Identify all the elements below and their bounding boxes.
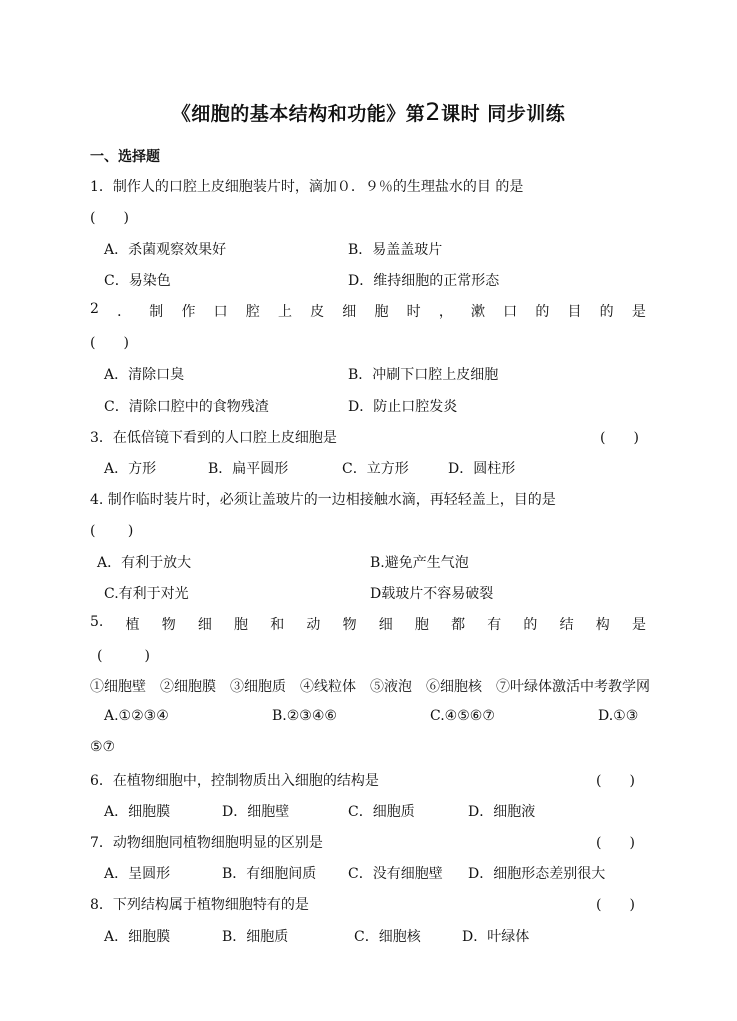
question-2-option-a: A．清除口臭 — [104, 367, 185, 383]
question-2-option-c: C．清除口腔中的食物残渣 — [104, 399, 269, 415]
question-2-text: 2 ． 制 作 口 腔 上 皮 细 胞 时 ， 漱 口 的 目 的 是 — [90, 301, 646, 320]
page-title: 《细胞的基本结构和功能》第2课时 同步训练 — [171, 98, 566, 126]
question-4-option-c: C.有利于对光 — [104, 586, 189, 602]
question-8-option-a: A．细胞膜 — [104, 929, 171, 945]
question-1-option-b: B．易盖盖玻片 — [348, 242, 443, 258]
question-3-text: 3．在低倍镜下看到的人口腔上皮细胞是 — [90, 430, 337, 446]
question-6-text: 6．在植物细胞中，控制物质出入细胞的结构是 — [90, 773, 379, 789]
question-7-text: 7．动物细胞同植物细胞明显的区别是 — [90, 835, 323, 851]
question-8-answer-paren: ( ) — [596, 897, 635, 913]
question-5-option-d-continued: ⑤⑦ — [90, 739, 116, 755]
question-8-option-c: C．细胞核 — [354, 929, 421, 945]
question-2-option-b: B．冲刷下口腔上皮细胞 — [348, 367, 499, 383]
question-4-option-b: B.避免产生气泡 — [370, 555, 469, 571]
question-1-text: 1．制作人的口腔上皮细胞装片时，滴加０．９％的生理盐水的目 的是 — [90, 179, 524, 195]
question-4-text: 4. 制作临时装片时，必须让盖玻片的一边相接触水滴，再轻轻盖上，目的是 — [90, 492, 556, 508]
question-7-option-d: D．细胞形态差别很大 — [468, 866, 606, 882]
question-1-option-a: A．杀菌观察效果好 — [104, 242, 227, 258]
question-5-answer-paren: ( ) — [97, 648, 150, 664]
question-5-structure-list: ①细胞壁 ②细胞膜 ③细胞质 ④线粒体 ⑤液泡 ⑥细胞核 ⑦叶绿体激活中考教学网 — [90, 679, 650, 695]
question-6-option-a: A．细胞膜 — [104, 804, 171, 820]
question-1-option-c: C．易染色 — [104, 273, 171, 289]
question-8-option-b: B．细胞质 — [222, 929, 289, 945]
question-6-answer-paren: ( ) — [596, 773, 635, 789]
question-1-answer-paren: ( ) — [90, 210, 129, 226]
question-7-option-b: B．有细胞间质 — [222, 866, 317, 882]
question-6-option-b: D．细胞壁 — [222, 804, 290, 820]
question-7-option-a: A．呈圆形 — [104, 866, 171, 882]
question-3-answer-paren: ( ) — [600, 430, 639, 446]
question-8-text: 8．下列结构属于植物细胞特有的是 — [90, 897, 309, 913]
question-8-option-d: D．叶绿体 — [462, 929, 530, 945]
question-2-answer-paren: ( ) — [90, 335, 129, 351]
question-3-option-d: D．圆柱形 — [448, 461, 516, 477]
question-5-text: 5. 植 物 细 胞 和 动 物 细 胞 都 有 的 结 构 是 — [90, 614, 646, 633]
question-4-answer-paren: ( ) — [90, 523, 134, 539]
question-3-option-a: A．方形 — [104, 461, 157, 477]
question-6-option-d: D．细胞液 — [468, 804, 536, 820]
question-7-answer-paren: ( ) — [596, 835, 635, 851]
question-4-option-a: A．有利于放大 — [97, 555, 192, 571]
section-heading: 一、选择题 — [90, 149, 160, 165]
question-4-option-d: D载玻片不容易破裂 — [370, 586, 494, 602]
question-7-option-c: C．没有细胞壁 — [348, 866, 443, 882]
question-1-option-d: D．维持细胞的正常形态 — [348, 273, 500, 289]
question-3-option-c: C．立方形 — [342, 461, 409, 477]
question-2-option-d: D．防止口腔发炎 — [348, 399, 458, 415]
question-5-option-a: A.①②③④ — [104, 708, 169, 724]
question-6-option-c: C．细胞质 — [348, 804, 415, 820]
question-5-option-d: D.①③ — [598, 708, 639, 724]
question-5-option-b: B.②③④⑥ — [272, 708, 337, 724]
question-5-option-c: C.④⑤⑥⑦ — [430, 708, 495, 724]
question-3-option-b: B．扁平圆形 — [208, 461, 289, 477]
